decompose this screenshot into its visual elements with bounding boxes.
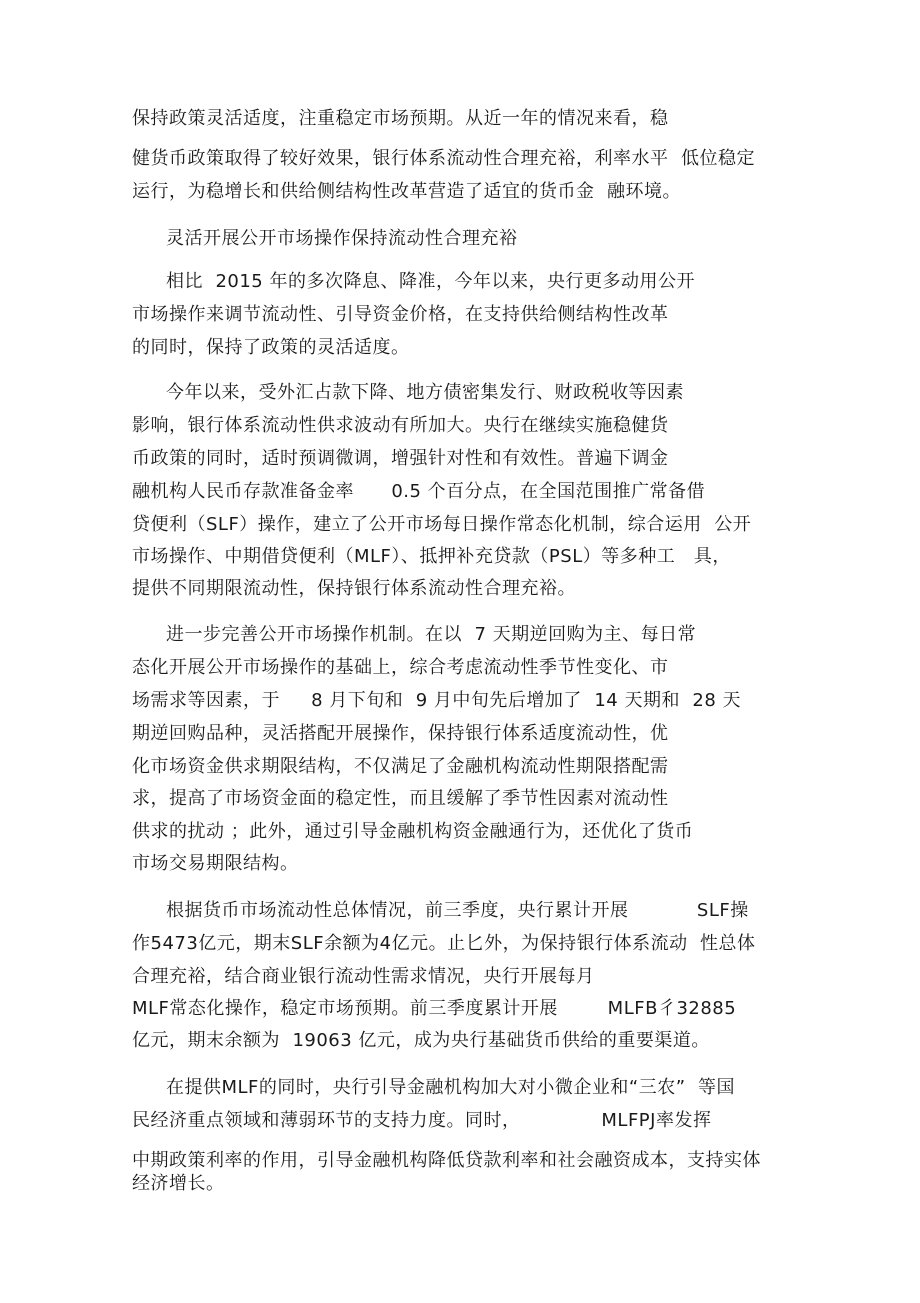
paragraph-7-line-2: 民经济重点领域和薄弱环节的支持力度。同时， MLFPJ率发挥 [132,1110,712,1131]
paragraph-5-line-2: 态化开展公开市场操作的基础上，综合考虑流动性季节性变化、市 [132,657,669,678]
paragraph-4-line-1: 今年以来，受外汇占款下降、地方债密集发行、财政税收等因素 [166,382,684,403]
paragraph-5-line-5: 化市场资金供求期限结构，不仅满足了金融机构流动性期限搭配需 [132,756,669,777]
paragraph-1-line-2: 健货币政策取得了较好效果，银行体系流动性合理充裕，利率水平 低位稳定 [132,148,755,169]
paragraph-5-line-1: 进一步完善公开市场操作机制。在以 7 天期逆回购为主、每日常 [166,624,697,645]
paragraph-5-line-6: 求，提高了市场资金面的稳定性，而且缓解了季节性因素对流动性 [132,788,669,809]
paragraph-5-line-4: 期逆回购品种，灵活搭配开展操作，保持银行体系适度流动性，优 [132,723,669,744]
paragraph-4-line-5: 贷便利（SLF）操作，建立了公开市场每日操作常态化机制，综合运用 公开 [132,514,752,535]
paragraph-4-line-6: 市场操作、中期借贷便利（MLF）、抵押补充贷款（PSL）等多种工 具， [132,546,731,567]
paragraph-4-line-4: 融机构人民币存款准备金率 0.5 个百分点，在全国范围推广常备借 [132,481,706,502]
paragraph-3-line-1: 相比 2015 年的多次降息、降准，今年以来，央行更多动用公开 [166,271,695,292]
paragraph-7-line-4: 经济增长。 [132,1173,225,1194]
paragraph-6-line-3: 合理充裕，结合商业银行流动性需求情况，央行开展每月 [132,966,595,987]
paragraph-6-line-5: 亿元，期末余额为 19063 亿元，成为央行基础货币供给的重要渠道。 [132,1030,710,1051]
paragraph-7-line-1: 在提供MLF的同时，央行引导金融机构加大对小微企业和“三农” 等国 [166,1077,736,1098]
paragraph-5-line-3: 场需求等因素，于 8 月下旬和 9 月中旬先后增加了 14 天期和 28 天 [132,690,742,711]
paragraph-4-line-7: 提供不同期限流动性，保持银行体系流动性合理充裕。 [132,578,576,599]
paragraph-6-line-1: 根据货币市场流动性总体情况，前三季度，央行累计开展 SLF操 [166,900,749,921]
paragraph-3-line-3: 的同时，保持了政策的灵活适度。 [132,337,410,358]
paragraph-1-line-3: 运行，为稳增长和供给侧结构性改革营造了适宜的货币金 融环境。 [132,181,681,202]
paragraph-6-line-2: 作5473亿元，期末SLF余额为4亿元。止匕外，为保持银行体系流动 性总体 [132,933,756,954]
paragraph-1-line-1: 保持政策灵活适度，注重稳定市场预期。从近一年的情况来看，稳 [132,108,669,129]
paragraph-5-line-7: 供求的扰动 ；此外，通过引导金融机构资金融通行为，还优化了货币 [132,821,694,842]
paragraph-4-line-3: 币政策的同时，适时预调微调，增强针对性和有效性。普遍下调金 [132,448,669,469]
paragraph-5-line-8: 市场交易期限结构。 [132,853,299,874]
section-heading: 灵活开展公开市场操作保持流动性合理充裕 [166,228,518,249]
paragraph-6-line-4: MLF常态化操作，稳定市场预期。前三季度累计开展 MLFB彳32885 [132,998,737,1019]
paragraph-7-line-3: 中期政策利率的作用，引导金融机构降低贷款利率和社会融资成本，支持实体 [132,1150,761,1171]
paragraph-4-line-2: 影响，银行体系流动性供求波动有所加大。央行在继续实施稳健货 [132,415,669,436]
paragraph-3-line-2: 市场操作来调节流动性、引导资金价格，在支持供给侧结构性改革 [132,304,669,325]
